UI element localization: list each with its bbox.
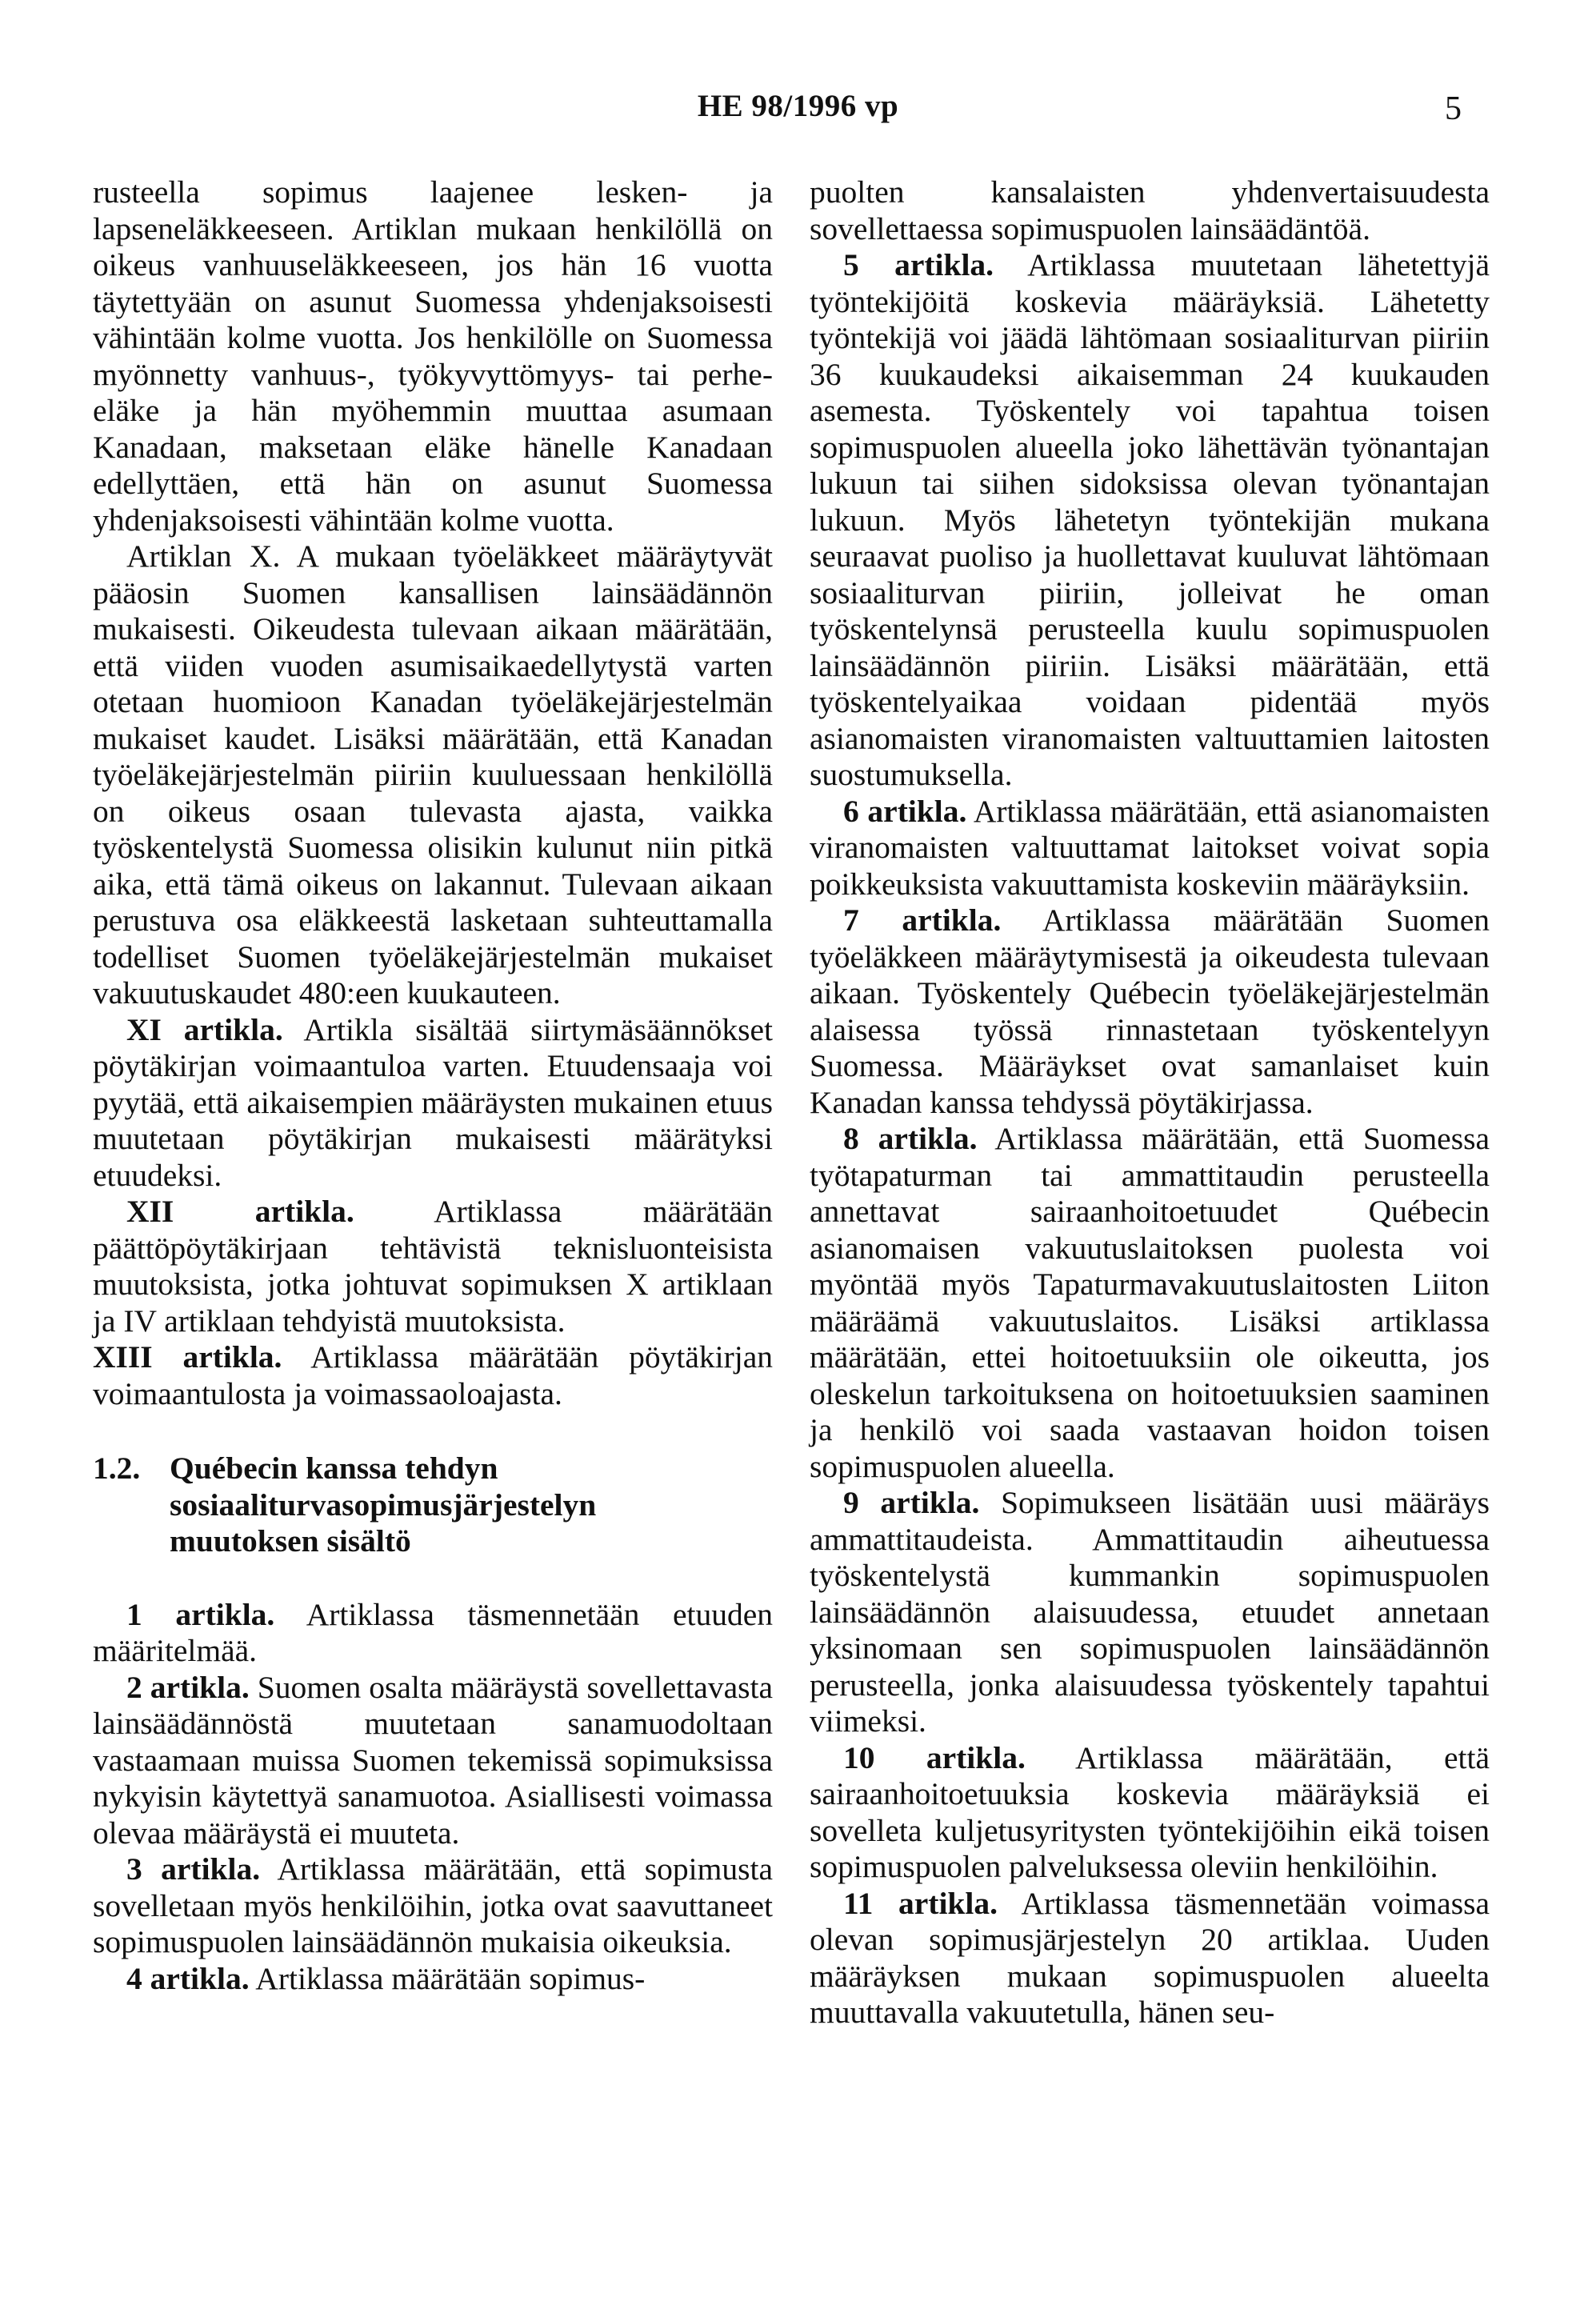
article-text: Artiklassa täsmennetään etuuden määritelmää. [93, 1596, 773, 1668]
article-label: XII artikla. [126, 1194, 354, 1229]
article-label: 7 artikla. [843, 902, 1002, 938]
running-title: HE 98/1996 vp [697, 89, 899, 123]
article-label: 9 artikla. [843, 1485, 980, 1520]
section-heading [93, 1451, 773, 1560]
article-label: 3 artikla. [126, 1851, 261, 1887]
article-paragraph [810, 247, 1490, 794]
article-text: Artiklassa määrätään, että Suomessa työtapaturman tai ammattitaudin perusteella annettavat sairaanhoitoetuudet Québecin asianomaisen vakuutuslaitoksen puolesta voi myöntää myös Tapaturmavakuutuslaitosten Liiton määräämä vakuutuslaitos. Lisäksi artiklassa määrätään, ettei hoitoetuuksiin ole oikeutta, jos oleskelun tarkoituksena on hoitoetuuksien saaminen ja henkilö voi saada vastaavan hoidon toisen sopimuspuolen alueella. [810, 1121, 1490, 1484]
paragraph: rusteella sopimus laajenee lesken- ja lapseneläkkeeseen. Artiklan mukaan henkilöllä on oikeus vanhuuseläkkeeseen, jos hän 16 vuotta täytettyään on asunut Suomessa yhdenjaksoisesti vähintään kolme vuotta. Jos henkilölle on Suomessa myönnetty vanhuus-, työkyvyttömyys- tai perhe-eläke ja hän myöhemmin muuttaa asumaan Kanadaan, maksetaan eläke hänelle Kanadaan edellyttäen, että hän on asunut Suomessa yhdenjaksoisesti vähintään kolme vuotta. [93, 174, 773, 538]
article-label: 10 artikla. [843, 1739, 1026, 1775]
article-paragraph [810, 902, 1490, 1121]
article-text: Artiklassa määrätään, että sopimusta sovelletaan myös henkilöihin, jotka ovat saavuttaneet sopimuspuolen lainsäädännön mukaisia oikeuksia. [93, 1851, 773, 1959]
article-text: Artikla sisältää siirtymäsäännökset pöytäkirjan voimaantuloa varten. Etuudensaaja voi pyytää, että aikaisempien määräysten mukainen etuus muutetaan pöytäkirjan mukaisesti määrätyksi etuudeksi. [93, 1011, 773, 1193]
article-label: 1 artikla. [126, 1596, 275, 1632]
article-label: 4 artikla. [126, 1960, 250, 1996]
article-label: XI artikla. [126, 1011, 283, 1047]
article-paragraph [93, 1339, 773, 1412]
article-paragraph [93, 1597, 773, 1670]
article-text: Artiklassa muutetaan lähetettyjä työntekijöitä koskevia määräyksiä. Lähetetty työntekijä voi jäädä lähtömaan sosiaaliturvan piiriin 36 kuukaudeksi aikaisemman 24 kuukauden asemesta. Työskentely voi tapahtua toisen sopimuspuolen alueella joko lähettävän työnantajan lukuun tai siihen sidoksissa olevan työnantajan lukuun. Myös lähetetyn työntekijän mukana seuraavat puoliso ja huollettavat kuuluvat lähtömaan sosiaaliturvan piiriin, jolleivat he oman työskentelynsä perusteella kuulu sopimuspuolen lainsäädännön piiriin. Lisäksi määrätään, että työskentelyaikaa voidaan pidentää myös asianomaisten viranomaisten valtuuttamien laitosten suostumuksella. [810, 247, 1490, 792]
article-paragraph [810, 1740, 1490, 1886]
section-number: 1.2. [93, 1451, 141, 1486]
article-text: Artiklassa määrätään, että asianomaisten viranomaisten valtuuttamat laitokset voivat sopia poikkeuksista vakuuttamista koskeviin määräyksiin. [810, 793, 1490, 902]
article-label: 6 artikla. [843, 793, 967, 829]
article-label: 11 artikla. [843, 1885, 998, 1921]
article-text: Artiklassa määrätään sopimus- [249, 1960, 646, 1996]
article-paragraph [810, 1121, 1490, 1485]
article-text: Sopimukseen lisätään uusi määräys ammattitaudeista. Ammattitaudin aiheutuessa työskentelystä kummankin sopimuspuolen lainsäädännön alaisuudessa, etuudet annetaan yksinomaan sen sopimuspuolen lainsäädännön perusteella, jonka alaisuudessa työskentely tapahtui viimeksi. [810, 1485, 1490, 1739]
article-paragraph [810, 794, 1490, 903]
article-paragraph [810, 1485, 1490, 1740]
article-label: 8 artikla. [843, 1121, 978, 1156]
article-paragraph [93, 1961, 773, 1998]
article-paragraph [93, 1670, 773, 1852]
section-title: Québecin kanssa tehdyn sosiaaliturvasopimusjärjestelyn muutoksen sisältö [170, 1451, 597, 1559]
paragraph: puolten kansalaisten yhdenvertaisuudesta sovellettaessa sopimuspuolen lainsäädäntöä. [810, 174, 1490, 246]
article-label: XIII artikla. [93, 1339, 282, 1375]
article-text: Artiklassa määrätään, että sairaanhoitoetuuksia koskevia määräyksiä ei sovelleta kuljetusyritysten työntekijöihin eikä toisen sopimuspuolen palveluksessa oleviin henkilöihin. [810, 1739, 1490, 1884]
article-text: Suomen osalta määräystä sovellettavasta lainsäädännöstä muutetaan sanamuodoltaan vastaamaan muissa Suomen tekemissä sopimuksissa nykyisin käytettyä sanamuotoa. Asiallisesti voimassa olevaa määräystä ei muuteta. [93, 1669, 773, 1851]
right-column [810, 174, 1490, 2031]
paragraph: Artiklan X. A mukaan työeläkkeet määräytyvät pääosin Suomen kansallisen lainsäädännön mukaisesti. Oikeudesta tulevaan aikaan määrätään, että viiden vuoden asumisaikaedellytystä varten otetaan huomioon Kanadan työeläkejärjestelmän mukaiset kaudet. Lisäksi määrätään, että Kanadan työeläkejärjestelmän piiriin kuuluessaan henkilöllä on oikeus osaan tulevasta ajasta, vaikka työskentelystä Suomessa olisikin kulunut niin pitkä aika, että tämä oikeus on lakannut. Tulevaan aikaan perustuva osa eläkkeestä lasketaan suhteuttamalla todelliset Suomen työeläkejärjestelmän mukaiset vakuutuskaudet 480:een kuukauteen. [93, 538, 773, 1010]
left-column [93, 174, 773, 1997]
article-label: 5 artikla. [843, 247, 994, 282]
article-label: 2 artikla. [126, 1669, 250, 1705]
article-paragraph [810, 1886, 1490, 2031]
article-paragraph [93, 1012, 773, 1195]
article-text: Artiklassa täsmennetään voimassa olevan sopimusjärjestelyn 20 artiklaa. Uuden määräyksen mukaan sopimuspuolen alueelta muuttavalla vakuutetulla, hänen seu- [810, 1885, 1490, 2030]
article-text: Artiklassa määrätään päättöpöytäkirjaan tehtävistä teknisluonteisista muutoksista, jotka johtuvat sopimuksen X artiklaan ja IV artiklaan tehdyistä muutoksista. [93, 1194, 773, 1339]
article-paragraph [93, 1194, 773, 1339]
article-text: Artiklassa määrätään pöytäkirjan voimaantulosta ja voimassaoloajasta. [93, 1339, 773, 1411]
article-paragraph [93, 1851, 773, 1961]
article-text: Artiklassa määrätään Suomen työeläkkeen määräytymisestä ja oikeudesta tulevaan aikaan. Työskentely Québecin työeläkejärjestelmän alaisessa työssä rinnastetaan työskentelyyn Suomessa. Määräykset ovat samanlaiset kuin Kanadan kanssa tehdyssä pöytäkirjassa. [810, 902, 1490, 1120]
page-number: 5 [1445, 90, 1462, 127]
